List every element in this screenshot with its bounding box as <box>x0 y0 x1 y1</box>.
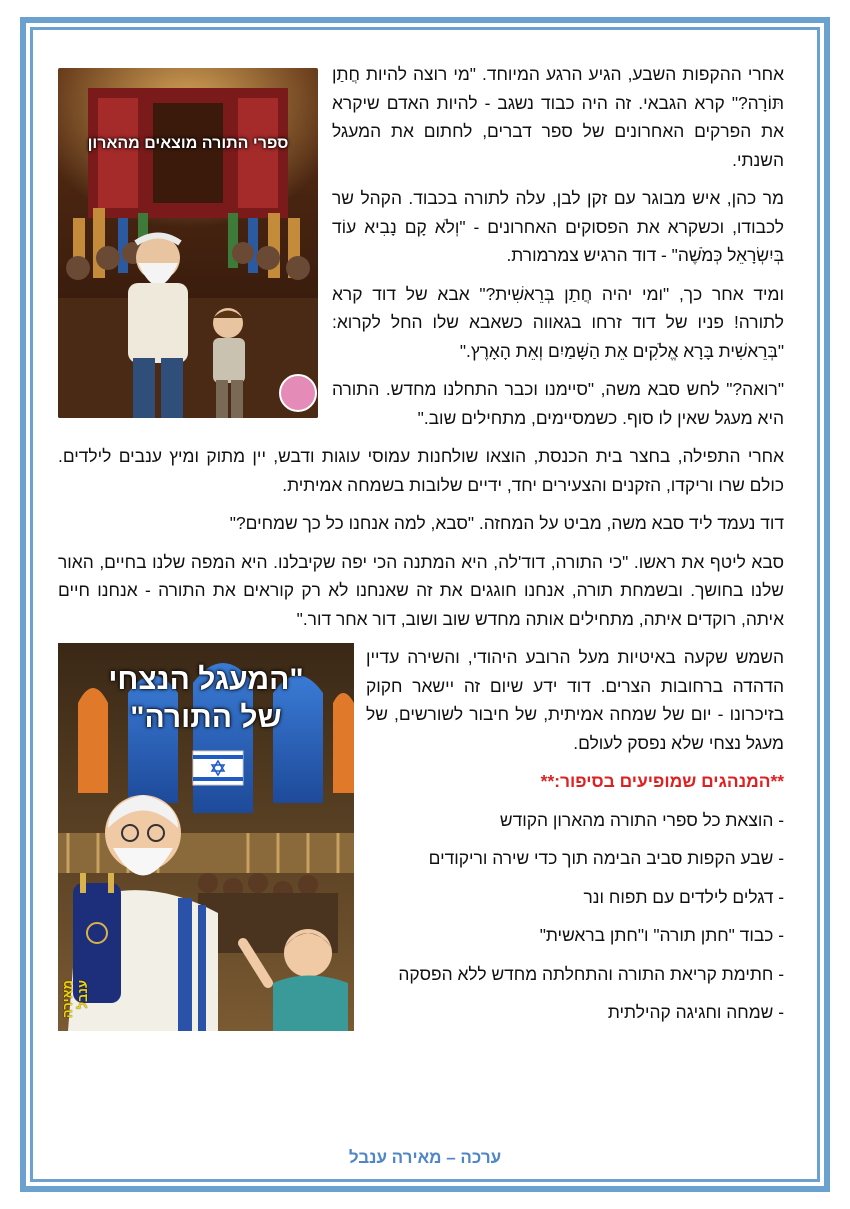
second-image-title-line1: "המעגל הנצחי <box>108 663 304 696</box>
paragraph-7: סבא ליטף את ראשו. "כי התורה, דוד'לה, היא המתנה הכי יפה שקיבלנו. היא המפה שלנו בחיים, האור שלנו בחושך. ובשמחת תורה, אנחנו חוגגים את זה שאנחנו לא רק קוראים את התורה - אנחנו חיים איתה, רוקדים איתה, מתחילים אותה מחדש שוב ושוב, דור אחר דור." <box>58 551 784 629</box>
paragraph-3: ומיד אחר כך, "ומי יהיה חֲתַן בְּרֵאשִׁית?" אבא של דוד קרא לתורה! פניו של דוד זרחו בגאווה כשאבא שלו החל לקרוא: "בְּרֵאשִׁית בָּרָא אֱלֹקִים אֵת הַשָּׁמַיִם וְאֵת הָאָרֶץ." <box>332 283 784 361</box>
paragraph-2: מר כהן, איש מבוגר עם זקן לבן, עלה לתורה בכבוד. הקהל שר לכבודו, וכשקרא את הפסוקים האחרונים - "וְלֹא קָם נָבִיא עוֹד בְּיִשְׂרָאֵל כְּמֹשֶׁה" - דוד הרגיש צמרמורת. <box>332 188 784 265</box>
paragraph-6: דוד נעמד ליד סבא משה, מביט על המחזה. "סבא, למה אנחנו כל כך שמחים?" <box>229 513 784 533</box>
footer-credit: ערכה – מאירה ענבל <box>348 1148 502 1167</box>
custom-item: - שבע הקפות סביב הבימה תוך כדי שירה וריקודים <box>428 848 784 868</box>
torah-scrolls-illustration <box>58 68 318 418</box>
second-image-title-line2: של התורה" <box>130 701 282 734</box>
custom-item: - הוצאת כל ספרי התורה מהארון הקודש <box>499 809 784 830</box>
paragraph-4: "רואה?" לחש סבא משה, "סיימנו וכבר התחלנו מחדש. התורה היא מעגל שאין לו סוף. כשמסיימים, מתחילים שוב." <box>332 379 784 428</box>
story-content <box>58 60 784 1037</box>
customs-title: **המנהגים שמופיעים בסיפור:** <box>540 771 784 791</box>
paragraph-8: השמש שקעה באיטיות מעל הרובע היהודי, והשירה עדיין הדהדה ברחובות הצרים. דוד ידע שיום זה יישאר חקוק בזיכרונו - יום של שמחה אמיתית, של חיבור לשורשים, של מעגל נצחי שלא נפסק לעולם. <box>366 647 784 753</box>
paragraph-5: אחרי התפילה, בחצר בית הכנסת, הוצאו שולחנות עמוסי עוגות ודבש, יין מתוק ומיץ ענבים לילדים. כולם שרו וריקדו, הזקנים והצעירים יחד, ידיים שלובות בשמחה אמיתית. <box>58 446 784 495</box>
paragraph-1: אחרי ההקפות השבע, הגיע הרגע המיוחד. "מי רוצה להיות חֲתַן תּוֹרָה?" קרא הגבאי. זה היה כבוד נשגב - להיות האדם שיקרא את הפרקים האחרונים של ספר דברים, לחתום את המעגל השנתי. <box>332 64 784 170</box>
eternal-circle-illustration <box>58 643 354 1031</box>
synagogue-scene-image <box>58 68 318 418</box>
artist-signature: מאירה ענבל <box>60 980 90 1019</box>
first-image-title: ספרי התורה מוצאים מהארון <box>87 135 289 152</box>
custom-item: - כבוד "חתן תורה" ו"חתן בראשית" <box>539 925 784 945</box>
second-image-title <box>58 661 354 737</box>
custom-item: - חתימת קריאת התורה והתחלתה מחדש ללא הפסקה <box>398 963 784 984</box>
custom-item: - שמחה וחגיגה קהילתית <box>607 1002 784 1022</box>
custom-item: - דגלים לילדים עם תפוח ונר <box>583 886 784 907</box>
